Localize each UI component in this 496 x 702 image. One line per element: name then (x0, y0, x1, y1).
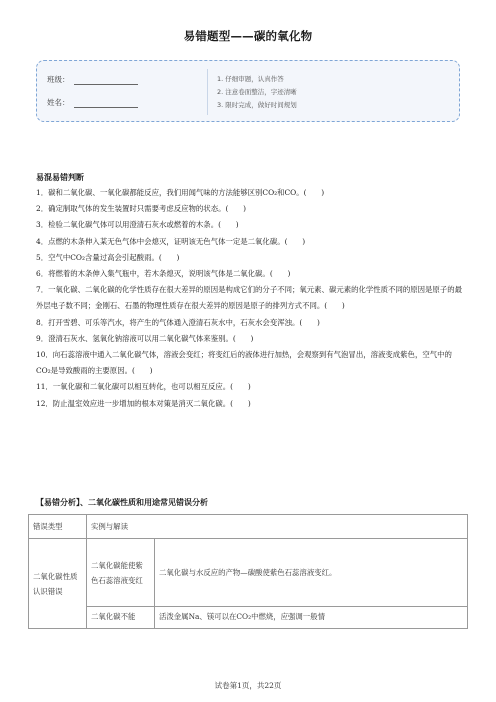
section-heading-judgment: 易混易错判断 (36, 173, 84, 182)
question-11: 11．一氧化碳和二氧化碳可以相互转化，也可以相互反应。( ) (36, 382, 251, 392)
name-field (47, 97, 138, 108)
question-7: 7．一氧化碳、二氧化碳的化学性质存在很大差异的原因是构成它们的分子不同；氧元素、碳元素的化学性质不同的原因是原子的最外层电子数不同；金刚石、石墨的物理性质存在很大差异的原因是原子的排列方式不同。( ) (36, 285, 462, 311)
instructions (217, 73, 297, 112)
tip-3: 3. 限时完成，做好时间规划 (217, 101, 297, 109)
question-8: 8．打开雪碧、可乐等汽水，将产生的气体通入澄清石灰水中，石灰水会变浑浊。( ) (36, 317, 320, 327)
header-example: 实例与解读 (87, 515, 468, 539)
question-9: 9．澄清石灰水、氢氧化钠溶液可以用二氧化碳气体来鉴别。( ) (36, 333, 254, 343)
question-2: 2．确定制取气体的发生装置时只需要考虑反应物的状态。( ) (36, 204, 247, 214)
table-header-row (29, 515, 468, 539)
question-list (36, 185, 462, 412)
header-error-type: 错误类型 (29, 515, 87, 539)
tip-2: 2. 注意卷面整洁，字迹清晰 (217, 88, 297, 96)
row-example: 二氧化碳不能 (87, 607, 155, 629)
question-5: 5．空气中CO₂含量过高会引起酸雨。( ) (36, 252, 180, 262)
question-12: 12．防止温室效应进一步增加的根本对策是消灭二氧化碳。( ) (36, 398, 251, 408)
question-1: 1．碳和二氧化碳、一氧化碳都能反应，我们用闻气味的方法能够区别CO₂和CO。( ) (36, 188, 325, 197)
question-10: 10．向石蕊溶液中通入二氧化碳气体，溶液会变红；将变红后的液体进行加热，会观察到有气泡冒出，溶液变成紫色，空气中的CO₂是导致酸雨的主要原因。( ) (36, 350, 452, 376)
tip-1: 1. 仔细审题，认真作答 (217, 75, 284, 83)
table-row (29, 607, 468, 629)
section-heading-analysis: 【易错分析】、二氧化碳性质和用途常见错误分析 (36, 498, 208, 507)
question-6: 6．将燃着的木条伸入集气瓶中，若木条熄灭，说明该气体是二氧化碳。( ) (36, 269, 291, 279)
page-title: 易错题型——碳的氧化物 (183, 29, 313, 43)
name-blank[interactable] (74, 99, 138, 108)
student-info-box (36, 60, 460, 122)
class-blank[interactable] (74, 76, 138, 85)
row-example: 二氧化碳能使紫色石蕊溶液变红 (87, 539, 155, 607)
group-label: 二氧化碳性质认识错误 (29, 539, 87, 629)
class-field (47, 74, 138, 85)
question-4: 4．点燃的木条伸入某无色气体中会熄灭，证明该无色气体一定是二氧化碳。( ) (36, 236, 306, 246)
table-row (29, 539, 468, 607)
name-label: 姓名： (47, 98, 70, 107)
student-fields (47, 61, 177, 121)
row-explain: 二氧化碳与水反应的产物—碳酸使紫色石蕊溶液变红。 (155, 539, 468, 607)
page-footer: 试卷第1页，共22页 (214, 681, 282, 690)
question-3: 3．检验二氧化碳气体可以用澄清石灰水或燃着的木条。( ) (36, 220, 239, 230)
error-analysis-table (28, 514, 468, 629)
class-label: 班级： (47, 75, 70, 84)
row-explain: 活泼金属Na、镁可以在CO₂中燃烧，应强调一般情 (155, 607, 468, 629)
info-divider (207, 69, 208, 115)
